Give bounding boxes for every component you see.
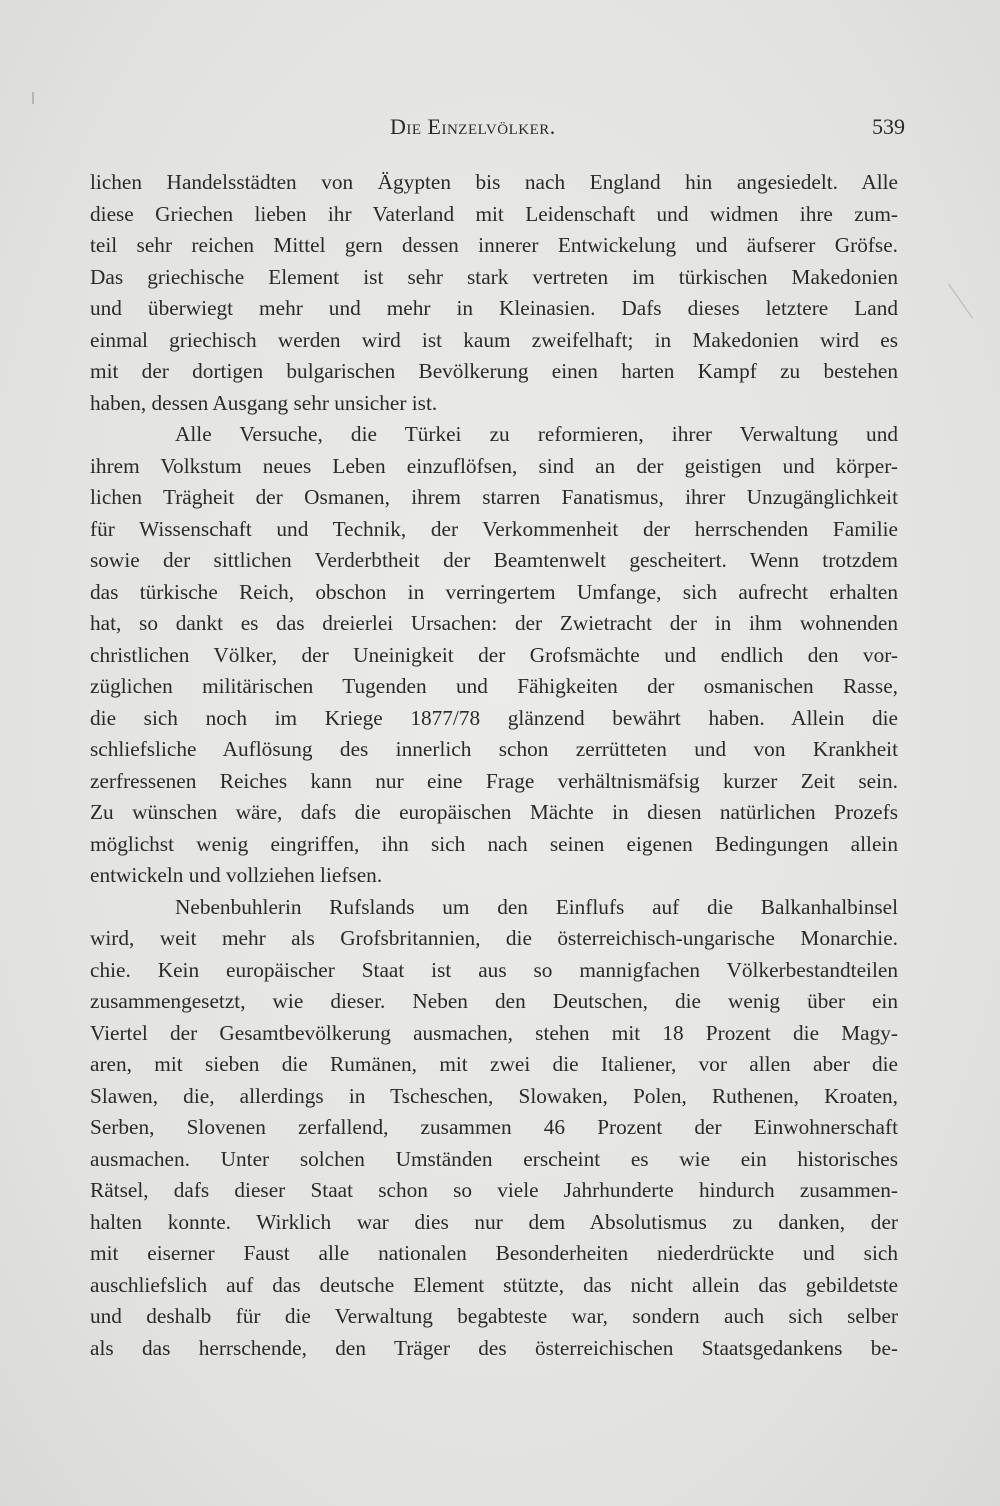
page-number: 539 — [872, 114, 905, 139]
text-line: Alle Versuche, die Türkei zu reformieren, ihrer Verwaltung und — [175, 422, 898, 446]
text-line: mit eiserner Faust alle nationalen Besonderheiten niederdrückte und sich — [90, 1241, 898, 1265]
text-line: als das herrschende, den Träger des österreichischen Staatsgedankens be- — [90, 1335, 898, 1360]
text-line: diese Griechen lieben ihr Vaterland mit Leidenschaft und widmen ihre zum- — [90, 201, 898, 226]
body-text — [90, 167, 898, 1364]
text-line: die sich noch im Kriege 1877/78 glänzend bewährt haben. Allein die — [90, 705, 898, 730]
text-line: lichen Handelsstädten von Ägypten bis nach England hin angesiedelt. Alle — [90, 170, 898, 194]
text-line: entwickeln und vollziehen liefsen. — [90, 863, 383, 887]
text-line: haben, dessen Ausgang sehr unsicher ist. — [90, 390, 438, 415]
text-line: mit der dortigen bulgarischen Bevölkerung einen harten Kampf zu bestehen — [90, 359, 898, 383]
text-line: Nebenbuhlerin Rufslands um den Einflufs auf die Balkanhalbinsel — [175, 894, 898, 919]
text-line: ausmachen. Unter solchen Umständen erscheint es wie ein historisches — [90, 1146, 898, 1171]
text-line: und deshalb für die Verwaltung begabteste war, sondern auch sich selber — [90, 1304, 898, 1328]
text-line: möglichst wenig eingriffen, ihn sich nach seinen eigenen Bedingungen allein — [90, 831, 898, 856]
text-line: halten konnte. Wirklich war dies nur dem Absolutismus zu danken, der — [90, 1209, 898, 1234]
running-head: Die Einzelvölker. — [390, 114, 556, 139]
text-line: züglichen militärischen Tugenden und Fähigkeiten der osmanischen Rasse, — [90, 674, 898, 698]
text-line: christlichen Völker, der Uneinigkeit der Grofsmächte und endlich den vor- — [90, 642, 898, 667]
text-line: lichen Trägheit der Osmanen, ihrem starren Fanatismus, ihrer Unzugänglichkeit — [90, 485, 898, 509]
text-line: Rätsel, dafs dieser Staat schon so viele Jahrhunderte hindurch zusammen- — [90, 1178, 898, 1202]
text-line: hat, so dankt es das dreierlei Ursachen: der Zwietracht der in ihm wohnenden — [90, 611, 898, 635]
text-line: einmal griechisch werden wird ist kaum zweifelhaft; in Makedonien wird es — [90, 327, 898, 352]
text-line: zerfressenen Reiches kann nur eine Frage verhältnismäfsig kurzer Zeit sein. — [90, 768, 898, 793]
scan-mark — [32, 92, 34, 104]
text-line: Zu wünschen wäre, dafs die europäischen Mächte in diesen natürlichen Prozefs — [90, 800, 898, 824]
text-line: teil sehr reichen Mittel gern dessen innerer Entwickelung und äufserer Gröfse. — [90, 233, 898, 257]
scan-mark — [948, 284, 973, 319]
text-line: für Wissenschaft und Technik, der Verkommenheit der herrschenden Familie — [90, 516, 898, 541]
text-line: Das griechische Element ist sehr stark vertreten im türkischen Makedonien — [90, 264, 898, 289]
text-line: ihrem Volkstum neues Leben einzuflöfsen, sind an der geistigen und körper- — [90, 453, 898, 478]
text-line: Viertel der Gesamtbevölkerung ausmachen, stehen mit 18 Prozent die Magy- — [90, 1020, 898, 1045]
text-line: Serben, Slovenen zerfallend, zusammen 46 Prozent der Einwohnerschaft — [90, 1115, 898, 1139]
text-line: und überwiegt mehr und mehr in Kleinasien. Dafs dieses letztere Land — [90, 296, 898, 320]
page-header — [90, 114, 905, 144]
text-line: aren, mit sieben die Rumänen, mit zwei die Italiener, vor allen aber die — [90, 1052, 898, 1076]
text-line: schliefsliche Auflösung des innerlich schon zerrütteten und von Krankheit — [90, 737, 898, 761]
text-line: das türkische Reich, obschon in verringertem Umfange, sich aufrecht erhalten — [90, 579, 898, 604]
text-line: wird, weit mehr als Grofsbritannien, die österreichisch-ungarische Monarchie. — [90, 926, 898, 950]
text-line: sowie der sittlichen Verderbtheit der Beamtenwelt gescheitert. Wenn trotzdem — [90, 548, 898, 572]
text-line: zusammengesetzt, wie dieser. Neben den Deutschen, die wenig über ein — [90, 989, 898, 1013]
text-line: auschliefslich auf das deutsche Element stützte, das nicht allein das gebildetste — [90, 1272, 898, 1297]
text-line: chie. Kein europäischer Staat ist aus so mannigfachen Völkerbestandteilen — [90, 957, 898, 982]
text-line: Slawen, die, allerdings in Tscheschen, Slowaken, Polen, Ruthenen, Kroaten, — [90, 1083, 898, 1108]
